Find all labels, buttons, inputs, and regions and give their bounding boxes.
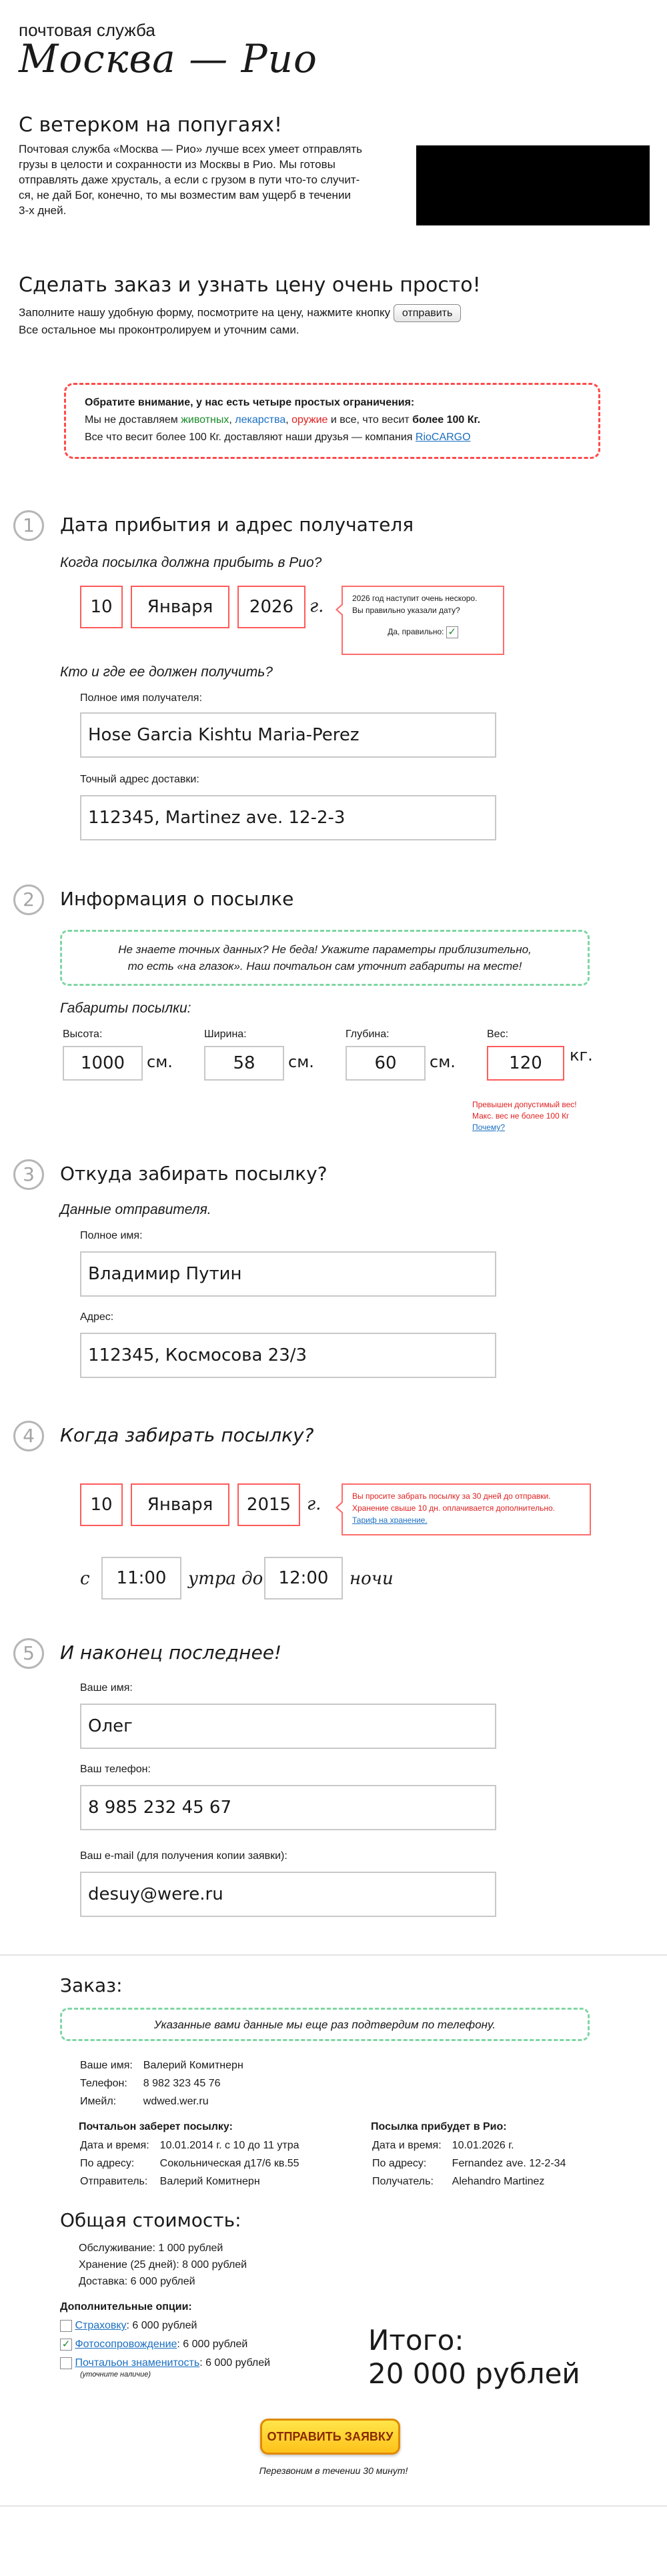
delivery-address-label: Точный адрес доставки: — [80, 774, 199, 785]
extra-option-celebrity: Почтальон знаменитость: 6 000 рублей — [60, 2355, 270, 2371]
celebrity-link[interactable]: Почтальон знаменитость — [75, 2357, 200, 2369]
order-intro-text: Заполните нашу удобную форму, посмотрите на цену, нажмите кнопку отправить Все остальное мы проконтролируем и уточним сами. — [19, 304, 526, 338]
weight-input[interactable]: 120 — [487, 1046, 564, 1081]
summary-title: Заказ: — [60, 1974, 123, 1996]
width-unit: см. — [288, 1053, 314, 1071]
arrival-summary-title: Посылка прибудет в Рио: — [371, 2121, 507, 2132]
pickup-summary: Дата и время: 10.01.2014 г. с 10 до 11 утра По адресу: Сокольническая д17/6 кв.55 Отправитель: Валерий Комитнерн — [80, 2140, 299, 2187]
order-intro-title: Сделать заказ и узнать цену очень просто! — [19, 273, 481, 297]
height-label: Высота: — [63, 1029, 103, 1040]
height-unit: см. — [147, 1053, 173, 1071]
insurance-link[interactable]: Страховку — [75, 2320, 127, 2331]
brand-subtitle: почтовая служба — [19, 20, 155, 40]
pickup-storage-warning: Вы просите забрать посылку за 30 дней до отправки. Хранение свыше 10 дн. оплачивается дополнительно. Тариф на хранение. — [342, 1483, 591, 1535]
year-suffix: г. — [309, 596, 324, 616]
your-name-input[interactable]: Олег — [80, 1704, 496, 1749]
insurance-checkbox[interactable] — [60, 2320, 72, 2332]
your-email-input[interactable]: desuy@were.ru — [80, 1872, 496, 1917]
summary-divider — [0, 1954, 667, 1956]
total-value: 20 000 рублей — [368, 2357, 580, 2390]
dimensions-title: Габариты посылки: — [60, 1001, 191, 1016]
sender-name-input[interactable]: Владимир Путин — [80, 1251, 496, 1297]
step-3-title: Откуда забирать посылку? — [60, 1163, 327, 1185]
pickup-summary-title: Почтальон заберет посылку: — [79, 2121, 233, 2132]
callback-note: Перезвоним в течении 30 минут! — [259, 2465, 408, 2476]
cost-breakdown: Обслуживание: 1 000 рублей Хранение (25 дней): 8 000 рублей Доставка: 6 000 рублей — [79, 2242, 247, 2287]
time-end-text: ночи — [350, 1569, 394, 1589]
riocargo-link[interactable]: RioCARGO — [415, 432, 471, 443]
confirm-date-checkbox[interactable]: ✓ — [446, 626, 458, 638]
pickup-year-input[interactable]: 2015 — [237, 1483, 300, 1526]
your-email-label: Ваш e-mail (для получения копии заявки): — [80, 1850, 287, 1862]
step-2-number: 2 — [13, 884, 44, 915]
pickup-time-from-input[interactable]: 11:00 — [101, 1557, 181, 1599]
step-5-title: И наконец последнее! — [60, 1642, 282, 1664]
width-input[interactable]: 58 — [204, 1046, 284, 1081]
footer-divider — [0, 2505, 667, 2507]
delivery-address-input[interactable]: 112345, Martinez ave. 12-2-3 — [80, 795, 496, 840]
weight-error: Превышен допустимый вес! Макс. вес не более 100 Кг Почему? — [472, 1099, 592, 1133]
pickup-time-to-input[interactable]: 12:00 — [264, 1557, 343, 1599]
brand-logo: Москва — Рио — [19, 36, 317, 81]
approx-dimensions-hint: Не знаете точных данных? Не беда! Укажите параметры приблизительно, то есть «на глазок». Наш почтальон сам уточнит габариты на месте! — [60, 930, 590, 986]
photo-link[interactable]: Фотосопровождение — [75, 2339, 177, 2350]
step-2-title: Информация о посылке — [60, 888, 294, 910]
total-cost-title: Общая стоимость: — [60, 2209, 241, 2231]
promo-image — [416, 145, 650, 225]
step-4-number: 4 — [13, 1421, 44, 1451]
weight-unit: кг. — [570, 1046, 593, 1065]
extra-options-title: Дополнительные опции: — [60, 2301, 192, 2313]
summary-confirm-hint: Указанные вами данные мы еще раз подтвердим по телефону. — [60, 2008, 590, 2041]
step-1-number: 1 — [13, 510, 44, 541]
restrictions-notice: Обратите внимание, у нас есть четыре простых ограничения: Мы не доставляем животных, лекарства, оружие и все, что весит более 100 Кг. Все что весит более 100 Кг. доставляют наши друзья — компания RioCARGO — [64, 383, 600, 459]
arrival-summary: Дата и время: 10.01.2026 г. По адресу: Fernandez ave. 12-2-34 Получатель: Alehandro Martinez — [372, 2140, 566, 2187]
depth-input[interactable]: 60 — [346, 1046, 426, 1081]
recipient-name-input[interactable]: Hose Garcia Kishtu Maria-Perez — [80, 712, 496, 758]
restriction-weapons: оружие — [291, 414, 328, 426]
extra-option-photo: ✓ Фотосопровождение: 6 000 рублей — [60, 2336, 247, 2353]
your-phone-input[interactable]: 8 985 232 45 67 — [80, 1785, 496, 1830]
step-1-title: Дата прибытия и адрес получателя — [60, 514, 414, 536]
arrival-date-warning: 2026 год наступит очень нескоро. Вы правильно указали дату? Да, правильно: ✓ — [342, 586, 504, 655]
intro-text: Почтовая служба «Москва — Рио» лучше всех умеет отправлять грузы в целости и сохранности из Москвы в Рио. Мы готовы отправлять даже хрусталь, а если с грузом в пути что-то случит- ся, не дай Бог, конечно, то мы возместим вам ущерб в течении 3-х дней. — [19, 143, 363, 217]
pickup-month-select[interactable]: Января — [131, 1483, 229, 1526]
depth-unit: см. — [430, 1053, 456, 1071]
pickup-year-suffix: г. — [307, 1494, 321, 1514]
recipient-question: Кто и где ее должен получить? — [60, 664, 273, 680]
step-4-title: Когда забирать посылку? — [60, 1424, 314, 1446]
sender-address-label: Адрес: — [80, 1311, 114, 1323]
time-from-text: с — [80, 1569, 90, 1589]
sender-address-input[interactable]: 112345, Космосова 23/3 — [80, 1333, 496, 1378]
your-phone-label: Ваш телефон: — [80, 1764, 151, 1775]
extra-option-insurance: Страховку: 6 000 рублей — [60, 2317, 197, 2334]
width-label: Ширина: — [204, 1029, 247, 1040]
time-mid-text: утра до — [188, 1569, 263, 1589]
arrival-month-select[interactable]: Января — [131, 586, 229, 628]
submit-order-button[interactable]: ОТПРАВИТЬ ЗАЯВКУ — [260, 2419, 400, 2455]
inline-send-button[interactable]: отправить — [394, 304, 461, 322]
summary-contact: Ваше имя: Валерий Комитнерн Телефон: 8 982 323 45 76 Имейл: wdwed.wer.ru — [80, 2060, 243, 2107]
photo-checkbox[interactable]: ✓ — [60, 2339, 72, 2351]
your-name-label: Ваше имя: — [80, 1682, 133, 1694]
sender-data-title: Данные отправителя. — [60, 1202, 211, 1217]
step-5-number: 5 — [13, 1638, 44, 1669]
intro-title: С ветерком на попугаях! — [19, 113, 283, 137]
restriction-animals: животных — [181, 414, 229, 426]
arrival-date-question: Когда посылка должна прибыть в Рио? — [60, 555, 322, 570]
total-label: Итого: — [368, 2324, 464, 2357]
restriction-medicine: лекарства — [235, 414, 286, 426]
recipient-name-label: Полное имя получателя: — [80, 692, 202, 704]
pickup-day-input[interactable]: 10 — [80, 1483, 123, 1526]
weight-why-link[interactable]: Почему? — [472, 1123, 506, 1132]
step-3-number: 3 — [13, 1159, 44, 1190]
sender-name-label: Полное имя: — [80, 1230, 143, 1241]
weight-label: Вес: — [487, 1029, 509, 1040]
depth-label: Глубина: — [346, 1029, 390, 1040]
celebrity-note: (уточните наличие) — [80, 2371, 151, 2379]
height-input[interactable]: 1000 — [63, 1046, 143, 1081]
storage-tariff-link[interactable]: Тариф на хранение. — [352, 1515, 428, 1525]
arrival-year-input[interactable]: 2026 — [237, 586, 305, 628]
arrival-day-input[interactable]: 10 — [80, 586, 123, 628]
celebrity-checkbox[interactable] — [60, 2357, 72, 2369]
